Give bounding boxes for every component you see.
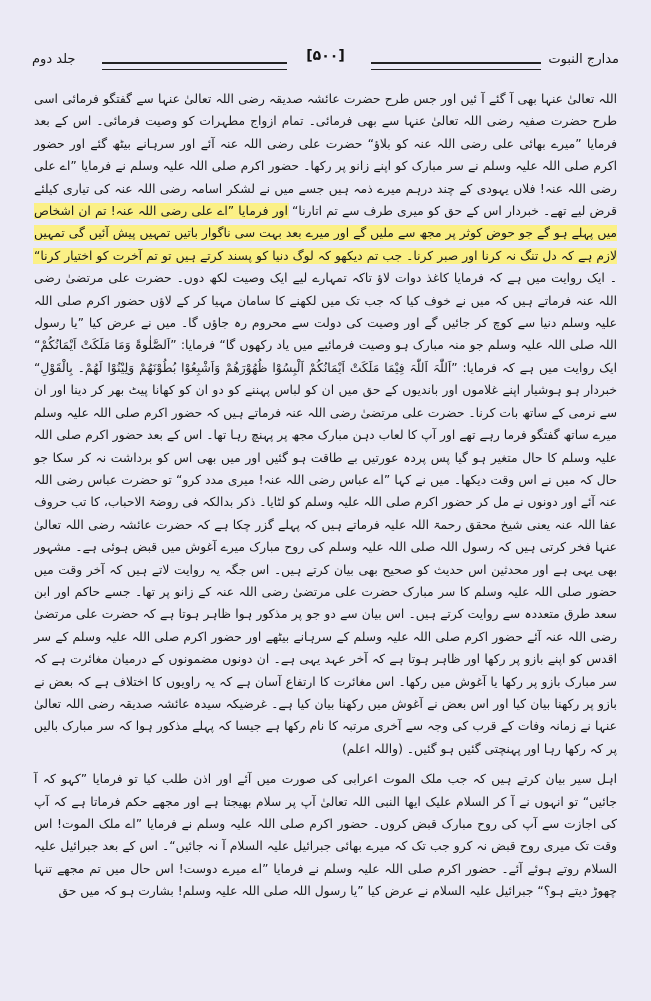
volume-label: جلد دوم bbox=[32, 52, 76, 67]
paragraph bbox=[34, 88, 617, 760]
highlighted-passage: اور فرمایا ”اے علی رضی اللہ عنہ! تم ان اشخاص میں پہلے ہو گے جو حوض کوثر پر مجھ سے ملیں گے اور میرے بعد بہت سی ناگوار باتیں تمہیں پیش آئیں گی تمہیں لازم ہے کہ دل تنگ نہ کرنا اور صبر کرنا۔ جب تم دیکھو کہ لوگ دنیا کو پسند کرتے ہیں تو تم آخرت کو اختیار کرنا“ bbox=[34, 204, 617, 263]
paragraph-text: ۔ ایک روایت میں ہے کہ فرمایا کاغذ دوات لاؤ تاکہ تمہارے لیے ایک وصیت لکھ دوں۔ حضرت علی مرتضیٰ رضی اللہ عنہ فرماتے ہیں کہ میں نے خوف کیا کہ جب تک میں لکھنے کا سامان مہیا کر کے لاؤں حضور اکرم صلی اللہ علیہ وسلم دنیا سے کوچ کر جائیں گے اور وصیت کی دولت سے محروم رہ جاؤں گا۔ میں نے عرض کیا ”یا رسول اللہ صلی اللہ علیہ وسلم جو منہ مبارک ہو وصیت فرمائیے میں یاد رکھوں گا“ فرمایا: ”اَلصَّلٰوۃَ وَمَا مَلَکَتْ اَیْمَانُکُمْ“ ایک روایت میں ہے کہ فرمایا: ”اَللّٰہَ اَللّٰہَ فِیْمَا مَلَکَتْ اَیْمَانُکُمْ اَلْبِسُوْا ظُھُوْرَھُمْ وَاَشْبِعُوْا بُطُوْنَھُمْ وَلِیْنُوْا لَھُمْ۔ بِالْقَوْلِ“ خبردار ہو ہوشیار اپنے غلاموں اور باندیوں کے حق میں ان کو لباس پہننے کو دو ان کو کھانا پیٹ بھر کر دینا اور ان سے نرمی کے ساتھ بات کرنا۔ حضرت علی مرتضیٰ رضی اللہ عنہ فرماتے ہیں کہ حضور اکرم صلی اللہ علیہ وسلم میرے ساتھ گفتگو فرما رہے تھے اور آپ کا لعاب دہن مبارک مجھ پر پہنچ رہا تھا۔ اس کے بعد حضور اکرم صلی اللہ علیہ وسلم کا حال متغیر ہو گیا پس پردہ عورتیں بے طاقت ہو گئیں اور میں بھی اس کو برداشت نہ کر سکا جو حال کہ میں نے اس وقت دیکھا۔ میں نے کہا ”اے عباس رضی اللہ عنہ! میری مدد کرو“ تو حضرت عباس رضی اللہ عنہ آئے اور دونوں نے مل کر حضور اکرم صلی اللہ علیہ وسلم کو لٹایا۔ ذکر بدالکہ فی روضۃ الاحباب، کا تب حروف عفا اللہ عنہ یعنی شیخ محقق رحمۃ اللہ علیہ فرماتے ہیں کہ پہلے گزر چکا ہے کہ حضرت عائشہ رضی اللہ تعالیٰ عنہا فخر کرتی ہیں کہ رسول اللہ صلی اللہ علیہ وسلم کی روح مبارک میرے آغوش میں قبض ہوئی ہے۔ مشہور بھی یہی ہے اور محدثین اس حدیث کو صحیح بھی بیان کرتے ہیں۔ اس جگہ یہ روایت لاتے ہیں کہ آخر وقت میں حضور صلی اللہ علیہ وسلم کا سر مبارک حضرت علی مرتضیٰ رضی اللہ عنہ کے زانو پر تھا۔ جسے حاکم اور ابن سعد طرق متعددہ سے روایت کرتے ہیں۔ اس بیان سے دو جو پر مذکور ہوا ظاہر ہوتا ہے کہ حضرت علی مرتضیٰ رضی اللہ عنہ آئے حضور اکرم صلی اللہ علیہ وسلم کے سرہانے بیٹھے اور حضور اکرم صلی اللہ علیہ وسلم کے سر اقدس کو اپنے بازو پر رکھا اور ظاہر ہوتا ہے کہ آخر عہد یہی ہے۔ ان دونوں مضمونوں کے درمیان مغائرت ہے کہ سر مبارک بازو پر رکھا یا آغوش میں رکھا۔ اس مغائرت کا ارتفاع آسان ہے کہ یہ راویوں کا اختلاف ہے کہ بعض نے بازو پر رکھنا بیان کیا اور اس بعض نے آغوش میں رکھنا بیان کیا ہے۔ غرضیکہ سیدہ عائشہ صدیقہ رضی اللہ تعالیٰ عنہا نے زمانہ وفات کے قرب کی وجہ سے آخری مرتبہ کا نام رکھا ہے جیسا کہ پہلے مذکور ہوا کہ سر مبارک بالیں پر کہ رکھا رہا اور پہنچتی گئیں ہو گئیں۔ (واللہ اعلم) bbox=[33, 271, 617, 756]
page-header bbox=[32, 42, 619, 82]
book-title: مدارج النبوت bbox=[548, 52, 619, 67]
header-rule-left bbox=[102, 62, 287, 70]
page-body bbox=[34, 88, 617, 981]
page-number: [۵۰۰] bbox=[306, 48, 345, 64]
paragraph-text: اللہ تعالیٰ عنہا بھی آ گئے آ ئیں اور جس طرح حضرت عائشہ صدیقہ رضی اللہ تعالیٰ عنہا سے گفتگو فرمائی اسی طرح حضرت صفیہ رضی اللہ تعالیٰ عنہا سے بھی فرمائی۔ تمام ازواج مطہرات کو وصیت فرمائی۔ اس کے بعد فرمایا ”میرے بھائی علی رضی اللہ عنہ کو بلاؤ“ حضرت علی رضی اللہ عنہ آئے اور سرہانے بیٹھ گئے اور حضور اکرم صلی اللہ علیہ وسلم نے سر مبارک کو اپنے زانو پر رکھا۔ حضور اکرم صلی اللہ علیہ وسلم نے فرمایا ”اے علی رضی اللہ عنہ! فلاں یہودی کے چند درہم میرے ذمہ ہیں جسے میں نے لشکر اسامہ رضی اللہ عنہ کی تیاری کیلئے قرض لیے تھے۔ خبردار اس کے حق کو میری طرف سے تم اتارنا“ bbox=[34, 92, 617, 219]
header-rule-right bbox=[371, 62, 541, 70]
paragraph bbox=[34, 768, 617, 902]
paragraph-text: اہل سیر بیان کرتے ہیں کہ جب ملک الموت اعرابی کی صورت میں آئے اور اذن طلب کیا تو فرمایا ”کہو کہ آ جائیں“ تو انہوں نے آ کر السلام علیک ایھا النبی اللہ تعالیٰ آپ پر سلام بھیجتا ہے اور مجھے حکم فرماتا ہے کہ آپ کی اجازت سے آپ کی روح مبارک قبض کروں۔ حضور اکرم صلی اللہ علیہ وسلم نے فرمایا ”اے ملک الموت! اس وقت تک میری روح قبض نہ کرو جب تک کہ میرے بھائی جبرائیل علیہ السلام آ نہ جائیں“۔ اس کے بعد جبرائیل علیہ السلام روتے ہوئے آئے۔ حضور اکرم صلی اللہ علیہ وسلم نے فرمایا ”اے میرے دوست! اس حال میں تم مجھے تنہا چھوڑ دیتے ہو؟“ جبرائیل علیہ السلام نے عرض کیا ”یا رسول اللہ صلی اللہ علیہ وسلم! بشارت ہو کہ میں حق bbox=[34, 772, 617, 899]
